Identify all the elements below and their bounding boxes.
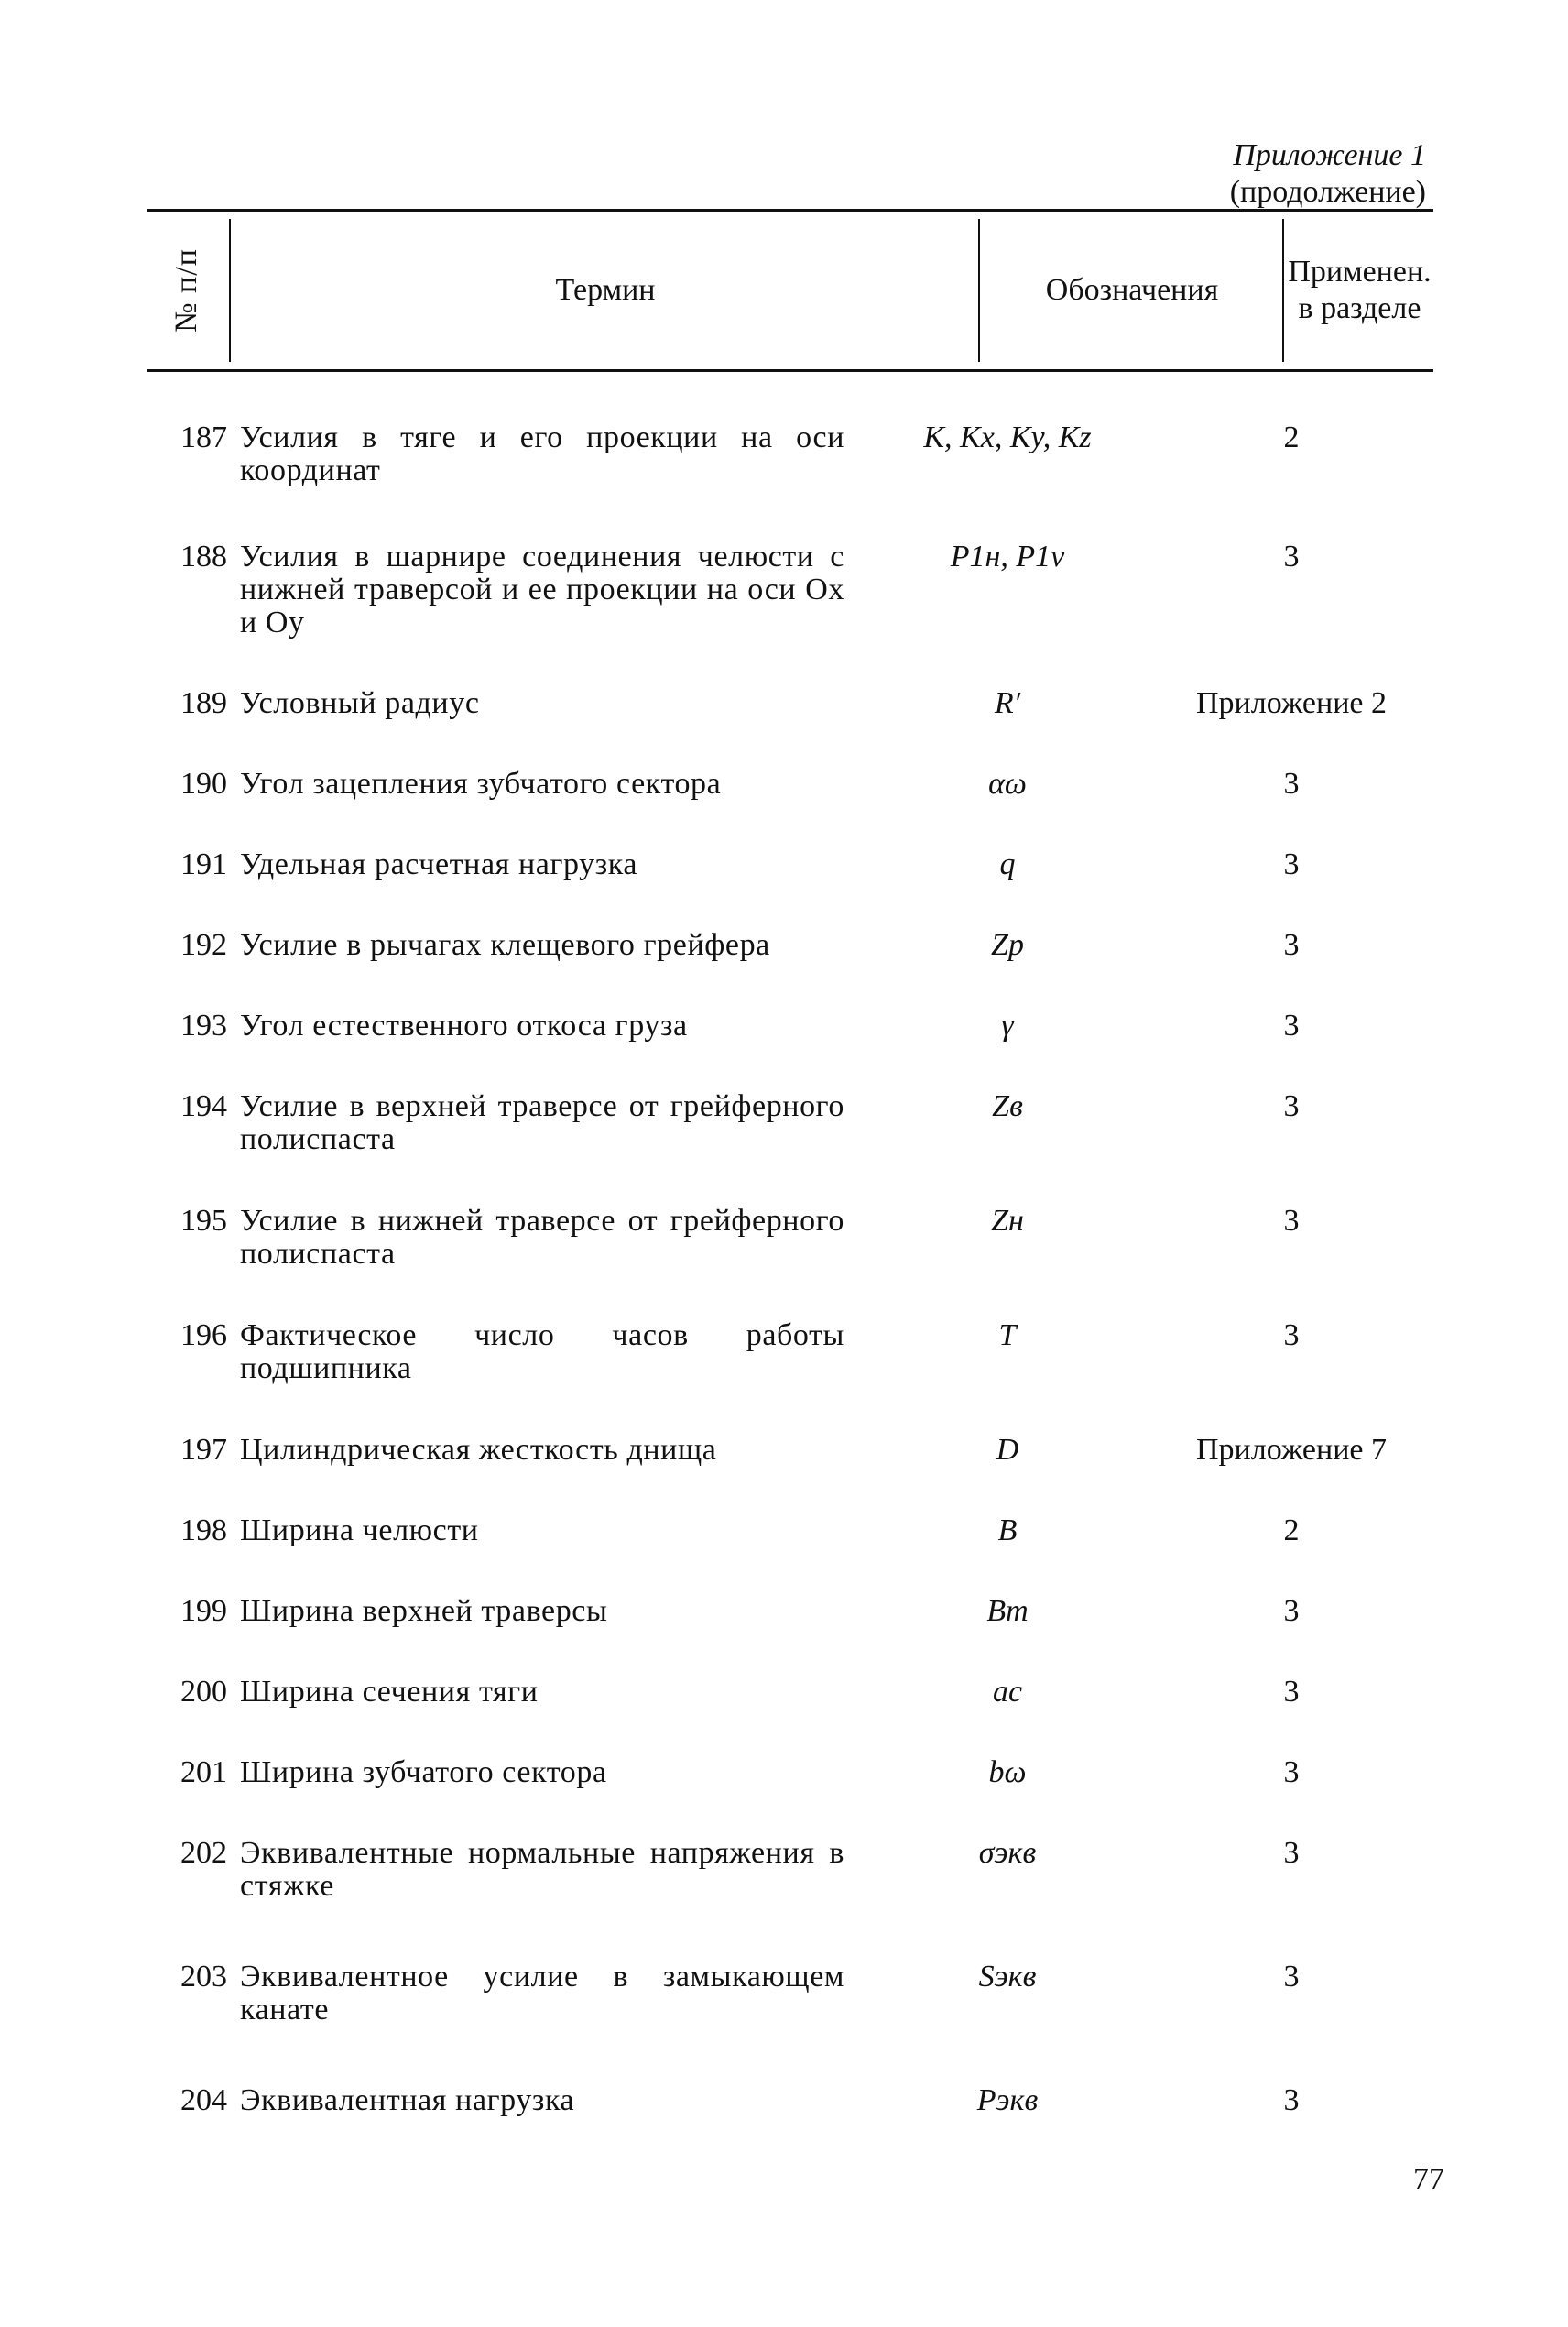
header-symbol: Обозначения (978, 219, 1284, 362)
row-symbol: P1н, P1v (950, 540, 1065, 574)
row-symbol: Zн (991, 1204, 1024, 1238)
row-section: 3 (1283, 1318, 1300, 1352)
row-term: Угол естественного откоса груза (240, 1009, 688, 1043)
row-number: 203 (180, 1960, 227, 1994)
row-number: 187 (180, 421, 227, 454)
row-symbol: Pэкв (976, 2083, 1039, 2117)
row-section: Приложение 2 (1196, 686, 1387, 720)
row-symbol: ac (992, 1675, 1023, 1709)
row-symbol: T (998, 1318, 1017, 1352)
row-number: 201 (180, 1755, 227, 1789)
row-number: 188 (180, 540, 227, 574)
row-section: Приложение 7 (1196, 1433, 1387, 1467)
row-section: 3 (1283, 2083, 1300, 2117)
row-number: 195 (180, 1204, 227, 1238)
row-term: Удельная расчетная нагрузка (240, 847, 638, 881)
row-symbol: Sэкв (978, 1960, 1037, 1994)
row-term: Фактическое число часов работы подшипника (240, 1318, 844, 1385)
row-number: 194 (180, 1089, 227, 1123)
table-header (147, 209, 1433, 372)
row-number: 204 (180, 2083, 227, 2117)
row-section: 3 (1283, 1089, 1300, 1123)
row-number: 196 (180, 1318, 227, 1352)
row-term: Ширина зубчатого сектора (240, 1755, 607, 1789)
row-section: 2 (1283, 1513, 1300, 1547)
row-symbol: K, Kx, Ky, Kz (923, 421, 1092, 454)
row-number: 192 (180, 928, 227, 962)
row-number: 199 (180, 1594, 227, 1628)
row-number: 193 (180, 1009, 227, 1043)
header-num: № п/п (169, 248, 203, 333)
row-section: 3 (1283, 1204, 1300, 1238)
row-term: Усилия в шарнире соединения челюсти с нижней траверсой и ее проекции на оси Ox и Oy (240, 540, 844, 639)
row-symbol: R′ (994, 686, 1021, 720)
row-symbol: bω (988, 1755, 1027, 1789)
row-section: 3 (1283, 1836, 1300, 1870)
row-section: 3 (1283, 1755, 1300, 1789)
row-number: 189 (180, 686, 227, 720)
row-symbol: q (999, 847, 1016, 881)
row-symbol: σэкв (978, 1836, 1037, 1870)
row-term: Эквивалентные нормальные напряжения в стяжке (240, 1836, 844, 1903)
row-number: 197 (180, 1433, 227, 1467)
row-number: 190 (180, 767, 227, 801)
row-section: 3 (1283, 1009, 1300, 1043)
row-symbol: Zв (992, 1089, 1023, 1123)
row-term: Усилие в нижней траверсе от грейферного полиспаста (240, 1204, 844, 1271)
row-term: Ширина верхней траверсы (240, 1594, 608, 1628)
header-section: Применен. в разделе (1282, 219, 1435, 362)
row-symbol: Bт (986, 1594, 1029, 1628)
row-number: 200 (180, 1675, 227, 1709)
row-symbol: B (997, 1513, 1018, 1547)
row-section: 3 (1283, 767, 1300, 801)
row-section: 3 (1283, 540, 1300, 574)
row-section: 3 (1283, 1594, 1300, 1628)
row-term: Ширина сечения тяги (240, 1675, 539, 1709)
row-term: Усилие в рычагах клещевого грейфера (240, 928, 770, 962)
row-term: Эквивалентное усилие в замыкающем канате (240, 1960, 844, 2027)
row-symbol: αω (988, 767, 1027, 801)
row-section: 2 (1283, 421, 1300, 454)
row-number: 191 (180, 847, 227, 881)
row-symbol: Zp (991, 928, 1024, 962)
row-section: 3 (1283, 847, 1300, 881)
row-term: Угол зацепления зубчатого сектора (240, 767, 722, 801)
row-term: Усилие в верхней траверсе от грейферного полиспаста (240, 1089, 844, 1156)
appendix-subtitle: (продолжение) (1229, 175, 1426, 209)
row-section: 3 (1283, 1675, 1300, 1709)
row-term: Ширина челюсти (240, 1513, 479, 1547)
row-term: Эквивалентная нагрузка (240, 2083, 575, 2117)
header-term: Термин (229, 219, 980, 362)
row-term: Условный радиус (240, 686, 480, 720)
row-term: Цилиндрическая жесткость днища (240, 1433, 717, 1467)
row-section: 3 (1283, 928, 1300, 962)
page-number: 77 (1413, 2162, 1444, 2196)
row-symbol: D (996, 1433, 1019, 1467)
appendix-label (1230, 137, 1426, 211)
appendix-title: Приложение 1 (1233, 138, 1426, 172)
row-number: 202 (180, 1836, 227, 1870)
row-section: 3 (1283, 1960, 1300, 1994)
row-term: Усилия в тяге и его проекции на оси координат (240, 421, 844, 487)
row-number: 198 (180, 1513, 227, 1547)
row-symbol: γ (1001, 1009, 1014, 1043)
